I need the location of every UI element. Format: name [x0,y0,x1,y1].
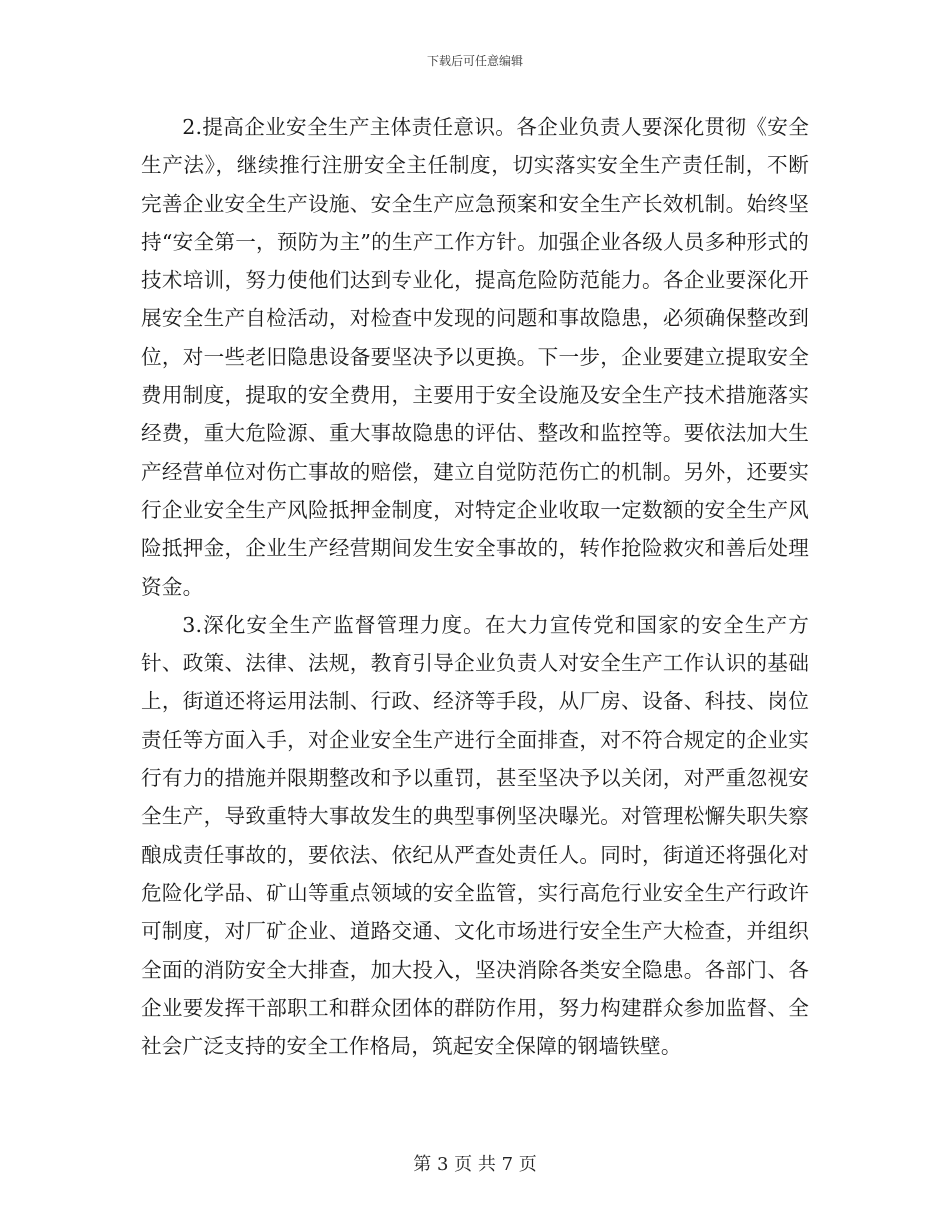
paragraph-2: 2.提高企业安全生产主体责任意识。各企业负责人要深化贯彻《安全生产法》，继续推行注册安全主任制度，切实落实安全生产责任制，不断完善企业安全生产设施、安全生产应急预案和安全生产长效机制。始终坚持“安全第一，预防为主”的生产工作方针。加强企业各级人员多种形式的技术培训，努力使他们达到专业化，提高危险防范能力。各企业要深化开展安全生产自检活动，对检查中发现的问题和事故隐患，必须确保整改到位，对一些老旧隐患设备要坚决予以更换。下一步，企业要建立提取安全费用制度，提取的安全费用，主要用于安全设施及安全生产技术措施落实经费，重大危险源、重大事故隐患的评估、整改和监控等。要依法加大生产经营单位对伤亡事故的赔偿，建立自觉防范伤亡的机制。另外，还要实行企业安全生产风险抵押金制度，对特定企业收取一定数额的安全生产风险抵押金，企业生产经营期间发生安全事故的，转作抢险救灾和善后处理资金。 [141,115,809,599]
page-header: 下载后可任意编辑 [426,54,523,68]
page-number-footer: 第 3 页 共 7 页 [413,1154,537,1175]
document-body [141,108,809,1065]
paragraph-3: 3.深化安全生产监督管理力度。在大力宣传党和国家的安全生产方针、政策、法律、法规，教育引导企业负责人对安全生产工作认识的基础上，街道还将运用法制、行政、经济等手段，从厂房、设备、科技、岗位责任等方面入手，对企业安全生产进行全面排查，对不符合规定的企业实行有力的措施并限期整改和予以重罚，甚至坚决予以关闭，对严重忽视安全生产，导致重特大事故发生的典型事例坚决曝光。对管理松懈失职失察酿成责任事故的，要依法、依纪从严查处责任人。同时，街道还将强化对危险化学品、矿山等重点领域的安全监管，实行高危行业安全生产行政许可制度，对厂矿企业、道路交通、文化市场进行安全生产大检查，并组织全面的消防安全大排查，加大投入，坚决消除各类安全隐患。各部门、各企业要发挥干部职工和群众团体的群防作用，努力构建群众参加监督、全社会广泛支持的安全工作格局，筑起安全保障的钢墙铁壁。 [141,612,809,1059]
